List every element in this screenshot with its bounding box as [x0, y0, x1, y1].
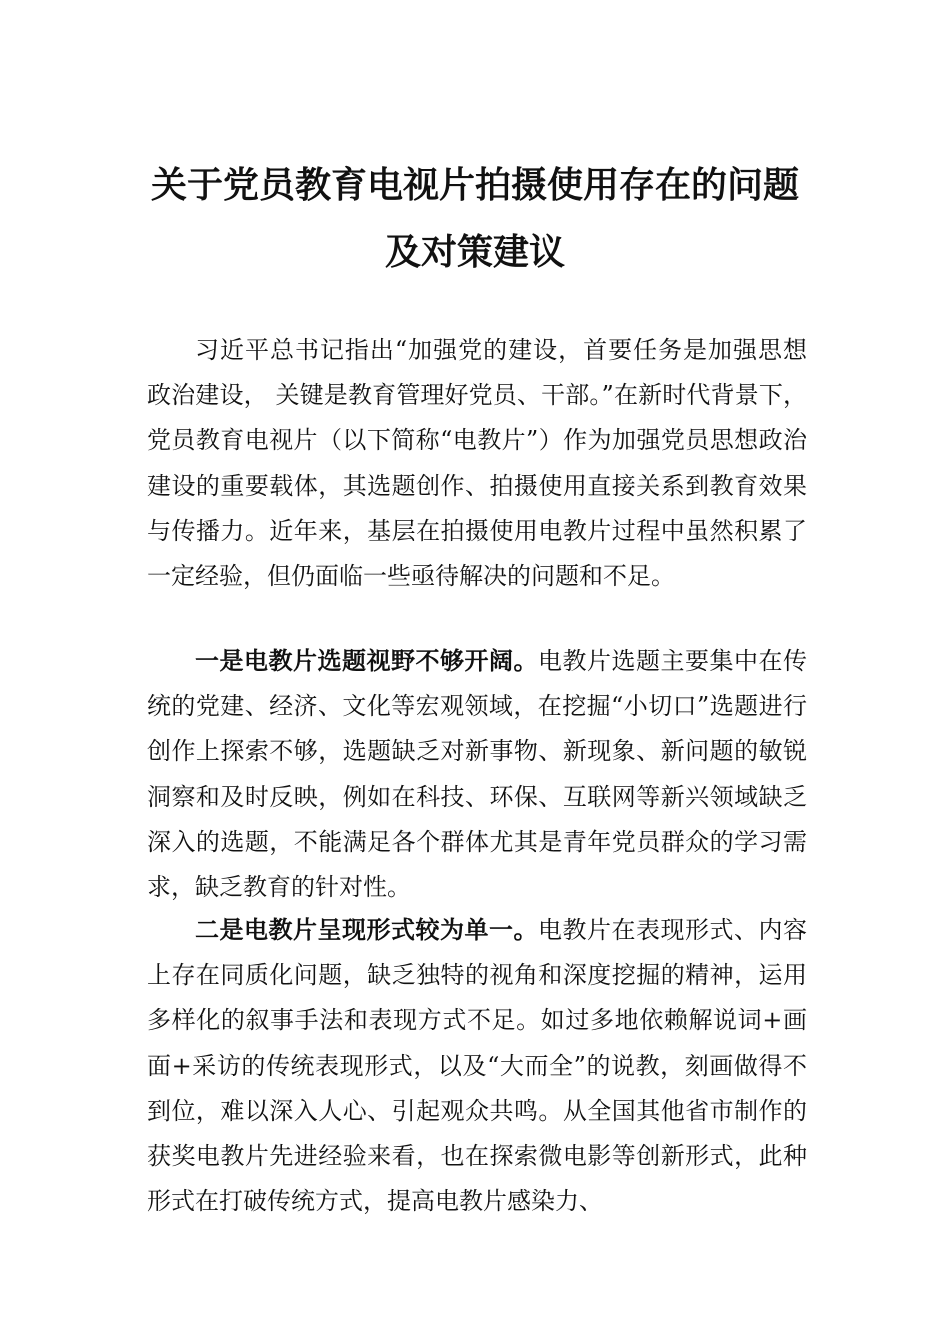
paragraph-text: 电教片选题主要集中在传统的党建、经济、文化等宏观领域，在挖掘“小切口”选题进行创作上探索不够，选题缺乏对新事物、新现象、新问题的敏锐洞察和及时反映，例如在科技、环保、互联网等新兴领域缺乏深入的选题，不能满足各个群体尤其是青年党员群众的学习需求，缺乏教育的针对性。 — [147, 647, 807, 902]
paragraph-lead-heading: 一是电教片选题视野不够开阔。 — [195, 646, 538, 675]
paragraph-lead-heading: 二是电教片呈现形式较为单一。 — [195, 915, 538, 944]
paragraph-text: 习近平总书记指出“加强党的建设，首要任务是加强思想政治建设， 关键是教育管理好党员、干部。”在新时代背景下，党员教育电视片（以下简称“电教片”）作为加强党员思想政治建设的重要载体，其选题创作、拍摄使用直接关系到教育效果与传播力。近年来，基层在拍摄使用电教片过程中虽然积累了一定经验，但仍面临一些亟待解决的问题和不足。 — [147, 336, 807, 591]
document-title-line-1: 关于党员教育电视片拍摄使用存在的问题 — [150, 164, 799, 206]
paragraph-body — [147, 907, 807, 1224]
paragraph-body — [147, 638, 807, 910]
paragraph-issue-2 — [147, 907, 807, 1224]
paragraph-issue-1 — [147, 638, 807, 910]
document-title-line-2: 及对策建议 — [384, 231, 565, 273]
paragraph-text: 电教片在表现形式、内容上存在同质化问题，缺乏独特的视角和深度挖掘的精神，运用多样化的叙事手法和表现方式不足。如过多地依赖解说词+画面+采访的传统表现形式，以及“大而全”的说教，刻画做得不到位，难以深入人心、引起观众共鸣。从全国其他省市制作的获奖电教片先进经验来看，也在探索微电影等创新形式，此种形式在打破传统方式，提高电教片感染力、 — [147, 916, 807, 1216]
paragraph-intro — [147, 328, 807, 599]
